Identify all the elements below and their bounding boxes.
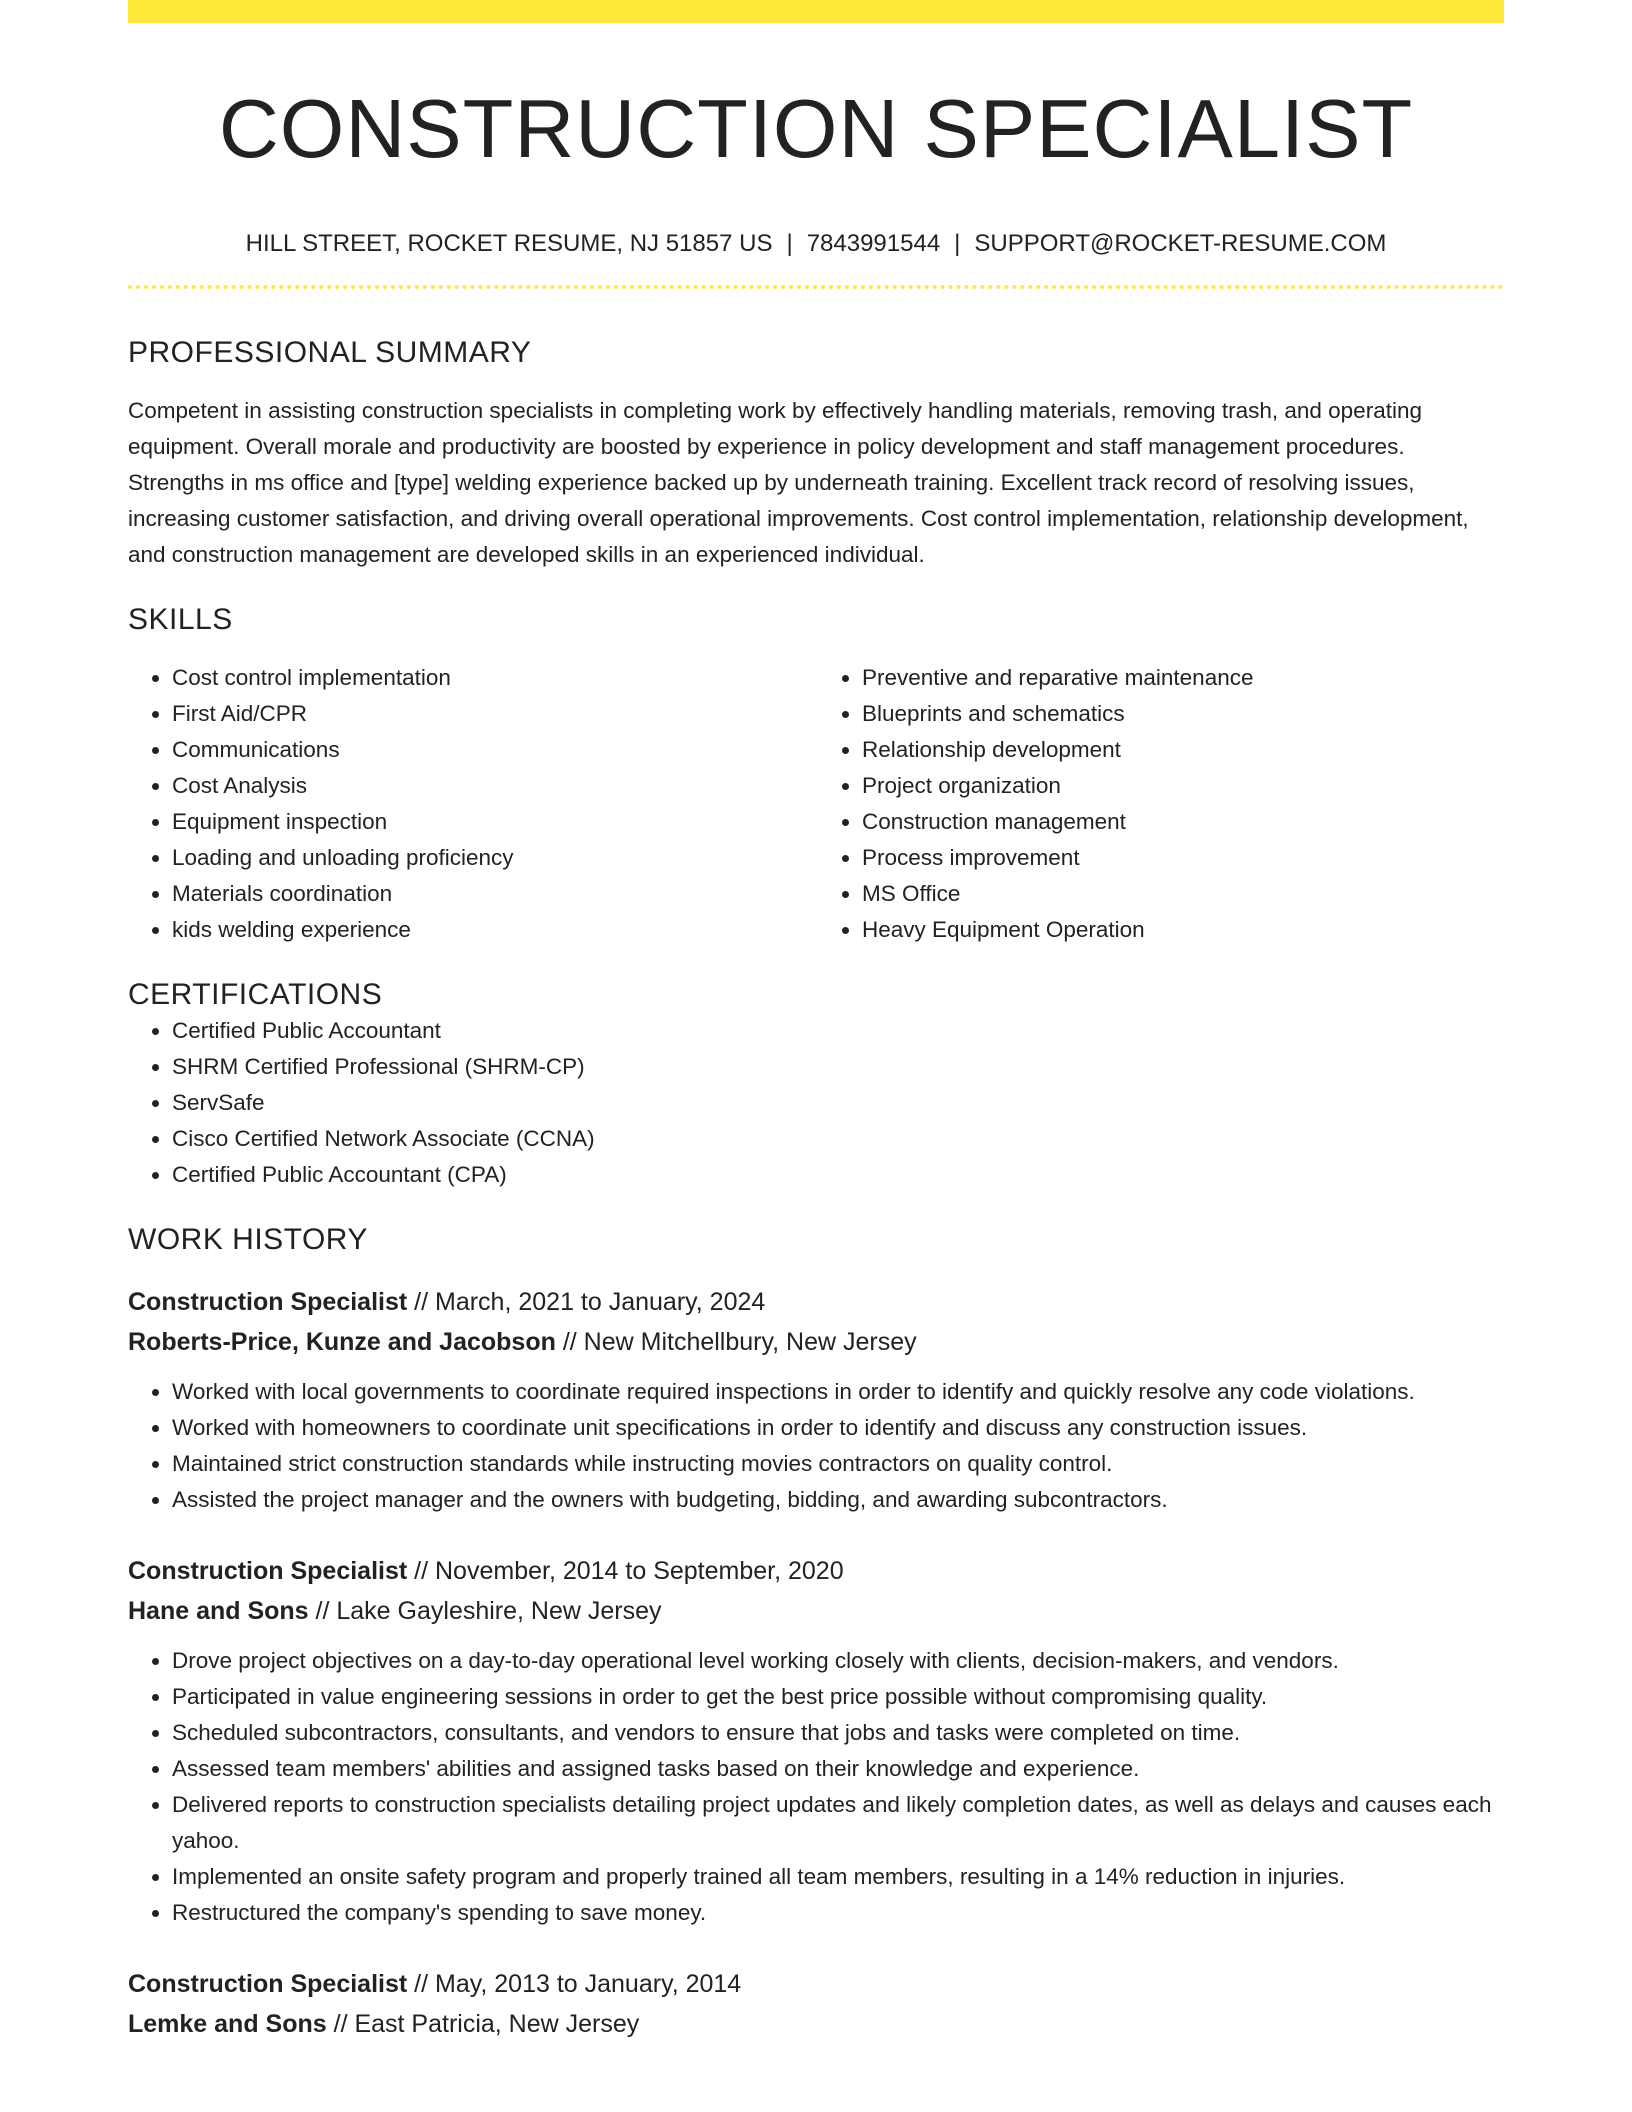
job-role: Construction Specialist	[128, 1288, 408, 1317]
summary-paragraph: Competent in assisting construction specialists in completing work by effectively handling materials, removing trash, and operating equipment. Overall morale and productivity are boosted by experience in policy development and staff management procedures. Strengths in ms office and [type] welding experience backed up by underneath training. Excellent track record of resolving issues, increasing customer satisfaction, and driving overall operational improvements. Cost control implementation, relationship development, and construction management are developed skills in an experienced individual.	[128, 398, 1469, 568]
job-company: Roberts-Price, Kunze and Jacobson	[128, 1328, 556, 1357]
contact-separator: |	[954, 230, 961, 258]
job-location: // New Mitchellbury, New Jersey	[555, 1328, 917, 1357]
certifications-heading: CERTIFICATIONS	[128, 978, 383, 1012]
job-bullet: • Worked with local governments to coordinate required inspections in order to identify and quickly resolve any code violations.	[172, 1374, 1504, 1410]
accent-top-bar	[128, 0, 1504, 23]
job-entry	[128, 1551, 1504, 1931]
contact-separator: |	[786, 230, 793, 258]
skill-item: • Construction management	[862, 804, 1504, 840]
skills-list-left	[128, 660, 816, 948]
skill-item: • Cost control implementation	[172, 660, 816, 696]
job-company: Lemke and Sons	[128, 2010, 327, 2039]
skill-item: • Equipment inspection	[172, 804, 816, 840]
skills-columns	[128, 660, 1504, 948]
skills-list-right	[816, 660, 1504, 948]
job-company-line	[128, 1591, 1504, 1631]
skill-item: • Preventive and reparative maintenance	[862, 660, 1504, 696]
certification-item: • Certified Public Accountant	[172, 1013, 1504, 1049]
job-bullets	[128, 1643, 1504, 1931]
contact-address: HILL STREET, ROCKET RESUME, NJ 51857 US	[245, 230, 773, 258]
certification-item: • SHRM Certified Professional (SHRM-CP)	[172, 1049, 1504, 1085]
skill-item: • Relationship development	[862, 732, 1504, 768]
job-dates: // March, 2021 to January, 2024	[407, 1288, 766, 1317]
job-bullets	[128, 1374, 1504, 1518]
job-dates: // November, 2014 to September, 2020	[407, 1557, 844, 1586]
job-bullet: • Assessed team members' abilities and assigned tasks based on their knowledge and experience.	[172, 1751, 1504, 1787]
job-bullet: • Scheduled subcontractors, consultants, and vendors to ensure that jobs and tasks were completed on time.	[172, 1715, 1504, 1751]
contact-email[interactable]: SUPPORT@ROCKET-RESUME.COM	[974, 230, 1387, 258]
job-bullet: • Restructured the company's spending to save money.	[172, 1895, 1504, 1931]
dotted-divider	[128, 285, 1504, 289]
skill-item: • Blueprints and schematics	[862, 696, 1504, 732]
job-bullet: • Maintained strict construction standards while instructing movies contractors on quality control.	[172, 1446, 1504, 1482]
job-bullet: • Assisted the project manager and the owners with budgeting, bidding, and awarding subcontractors.	[172, 1482, 1504, 1518]
job-role: Construction Specialist	[128, 1970, 408, 1999]
contact-phone[interactable]: 7843991544	[806, 230, 941, 258]
job-title-line	[128, 1964, 1504, 2004]
certification-item: • Certified Public Accountant (CPA)	[172, 1157, 1504, 1193]
work-history-heading: WORK HISTORY	[128, 1223, 368, 1257]
job-title-line	[128, 1282, 1504, 1322]
summary-heading: PROFESSIONAL SUMMARY	[128, 336, 532, 370]
skill-item: • Communications	[172, 732, 816, 768]
job-bullet: • Delivered reports to construction specialists detailing project updates and likely completion dates, as well as delays and causes each yahoo.	[172, 1787, 1504, 1859]
job-company-line	[128, 2004, 1504, 2044]
skill-item: • First Aid/CPR	[172, 696, 816, 732]
job-entry	[128, 1282, 1504, 1518]
skill-item: • Materials coordination	[172, 876, 816, 912]
job-entry	[128, 1964, 1504, 2044]
job-bullet: • Implemented an onsite safety program and properly trained all team members, resulting in a 14% reduction in injuries.	[172, 1859, 1504, 1895]
skill-item: • Cost Analysis	[172, 768, 816, 804]
job-company: Hane and Sons	[128, 1597, 309, 1626]
job-title-line	[128, 1551, 1504, 1591]
job-company-line	[128, 1322, 1504, 1362]
skill-item: • Process improvement	[862, 840, 1504, 876]
job-bullet: • Participated in value engineering sessions in order to get the best price possible without compromising quality.	[172, 1679, 1504, 1715]
skill-item: • kids welding experience	[172, 912, 816, 948]
job-role: Construction Specialist	[128, 1557, 408, 1586]
job-dates: // May, 2013 to January, 2014	[407, 1970, 742, 1999]
resume-page	[128, 0, 1504, 2044]
skill-item: • Heavy Equipment Operation	[862, 912, 1504, 948]
job-location: // Lake Gayleshire, New Jersey	[308, 1597, 662, 1626]
certification-item: • Cisco Certified Network Associate (CCNA)	[172, 1121, 1504, 1157]
certification-item: • ServSafe	[172, 1085, 1504, 1121]
job-location: // East Patricia, New Jersey	[326, 2010, 640, 2039]
job-bullet: • Worked with homeowners to coordinate unit specifications in order to identify and discuss any construction issues.	[172, 1410, 1504, 1446]
job-bullet: • Drove project objectives on a day-to-day operational level working closely with clients, decision-makers, and vendors.	[172, 1643, 1504, 1679]
certifications-list	[128, 1013, 1504, 1193]
skill-item: • MS Office	[862, 876, 1504, 912]
resume-title: CONSTRUCTION SPECIALIST	[218, 82, 1414, 175]
contact-line	[128, 230, 1504, 259]
skill-item: • Project organization	[862, 768, 1504, 804]
skill-item: • Loading and unloading proficiency	[172, 840, 816, 876]
skills-heading: SKILLS	[128, 603, 233, 637]
